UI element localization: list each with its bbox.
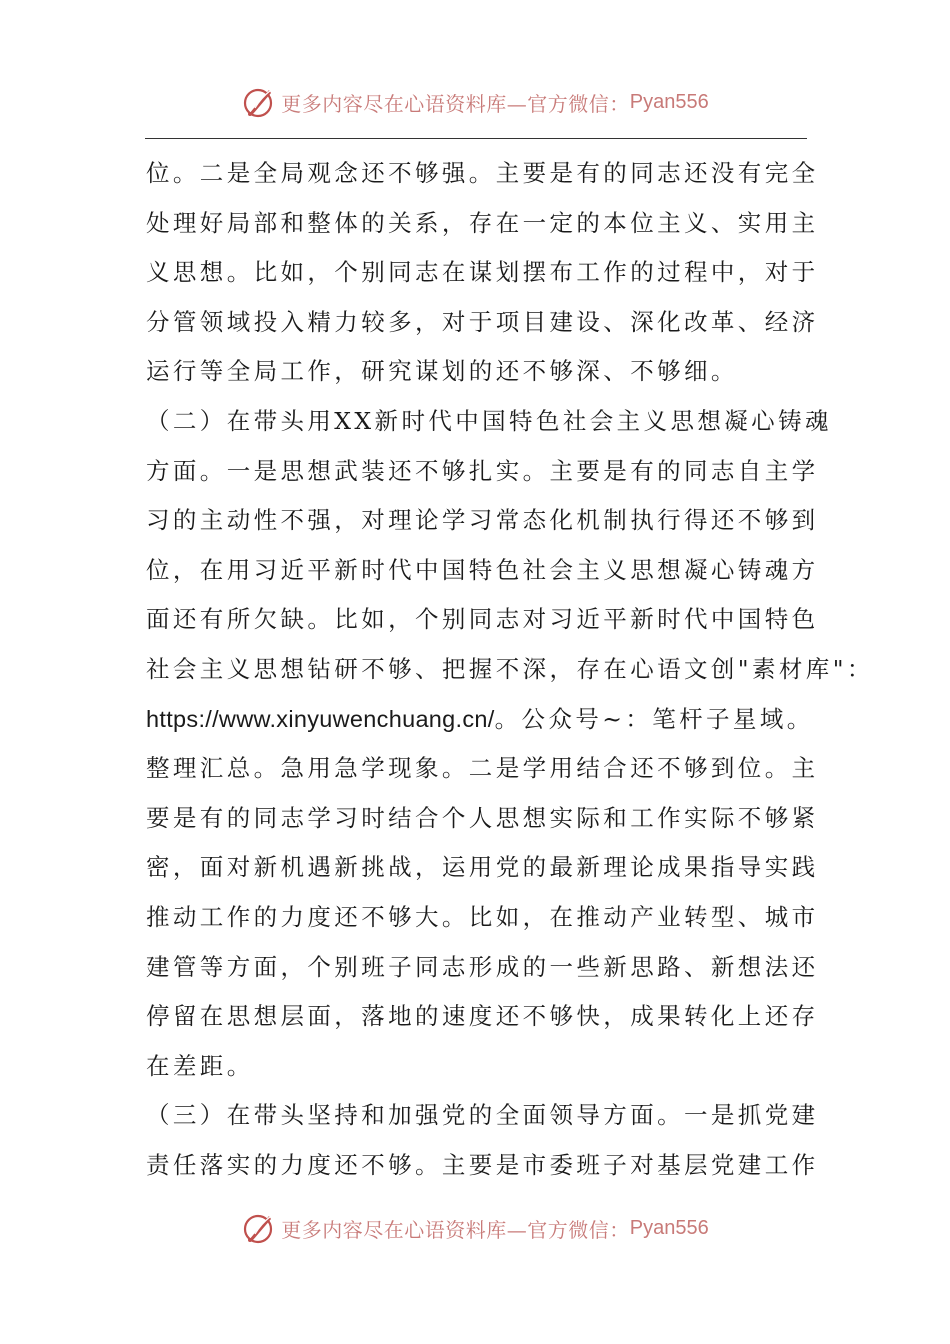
text-line: 面还有所欠缺。比如，个别同志对习近平新时代中国特色 bbox=[146, 605, 819, 634]
header-divider bbox=[145, 138, 807, 139]
banner-wechat-id: Pyan556 bbox=[629, 1216, 709, 1239]
section-heading-2: （二）在带头用XX新时代中国特色社会主义思想凝心铸魂 bbox=[146, 406, 832, 435]
text-line: 推动工作的力度还不够大。比如，在推动产业转型、城市 bbox=[146, 902, 819, 931]
text-line: 在差距。 bbox=[146, 1051, 254, 1080]
text-line: 责任落实的力度还不够。主要是市委班子对基层党建工作 bbox=[146, 1150, 819, 1179]
section-heading-3: （三）在带头坚持和加强党的全面领导方面。一是抓党建 bbox=[146, 1101, 819, 1130]
text-line: 运行等全局工作，研究谋划的还不够深、不够细。 bbox=[146, 357, 738, 386]
text-line: 方面。一是思想武装还不够扎实。主要是有的同志自主学 bbox=[146, 456, 819, 485]
text-line: 位，在用习近平新时代中国特色社会主义思想凝心铸魂方 bbox=[146, 555, 819, 584]
text-line: 整理汇总。急用急学现象。二是学用结合还不够到位。主 bbox=[146, 754, 819, 783]
text-line: 社会主义思想钻研不够、把握不深，存在心语文创"素材库"： bbox=[146, 654, 874, 683]
footer-banner bbox=[0, 1208, 950, 1248]
text-line: 习的主动性不强，对理论学习常态化机制执行得还不够到 bbox=[146, 506, 819, 535]
banner-text: 更多内容尽在心语资料库—官方微信： bbox=[281, 1217, 630, 1242]
quill-logo-icon bbox=[241, 1210, 277, 1246]
header-banner bbox=[0, 82, 950, 122]
text-line: 处理好局部和整体的关系，存在一定的本位主义、实用主 bbox=[146, 208, 819, 237]
banner-text: 更多内容尽在心语资料库—官方微信： bbox=[281, 91, 630, 116]
url-suffix: 。公众号~：笔杆子星域。 bbox=[494, 704, 814, 733]
text-line: 义思想。比如，个别同志在谋划摆布工作的过程中，对于 bbox=[146, 258, 819, 287]
banner-wechat-id: Pyan556 bbox=[629, 90, 709, 113]
document-body bbox=[146, 149, 874, 1190]
url-link[interactable]: https://www.xinyuwenchuang.cn/ bbox=[146, 705, 495, 732]
text-line: 停留在思想层面，落地的速度还不够快，成果转化上还存 bbox=[146, 1002, 819, 1031]
quill-logo-icon bbox=[241, 84, 277, 120]
text-line: 要是有的同志学习时结合个人思想实际和工作实际不够紧 bbox=[146, 803, 819, 832]
url-line bbox=[146, 695, 814, 745]
text-line: 位。二是全局观念还不够强。主要是有的同志还没有完全 bbox=[146, 159, 819, 187]
text-line: 密，面对新机遇新挑战，运用党的最新理论成果指导实践 bbox=[146, 853, 819, 882]
text-line: 分管领域投入精力较多，对于项目建设、深化改革、经济 bbox=[146, 307, 819, 336]
text-line: 建管等方面，个别班子同志形成的一些新思路、新想法还 bbox=[146, 952, 819, 981]
